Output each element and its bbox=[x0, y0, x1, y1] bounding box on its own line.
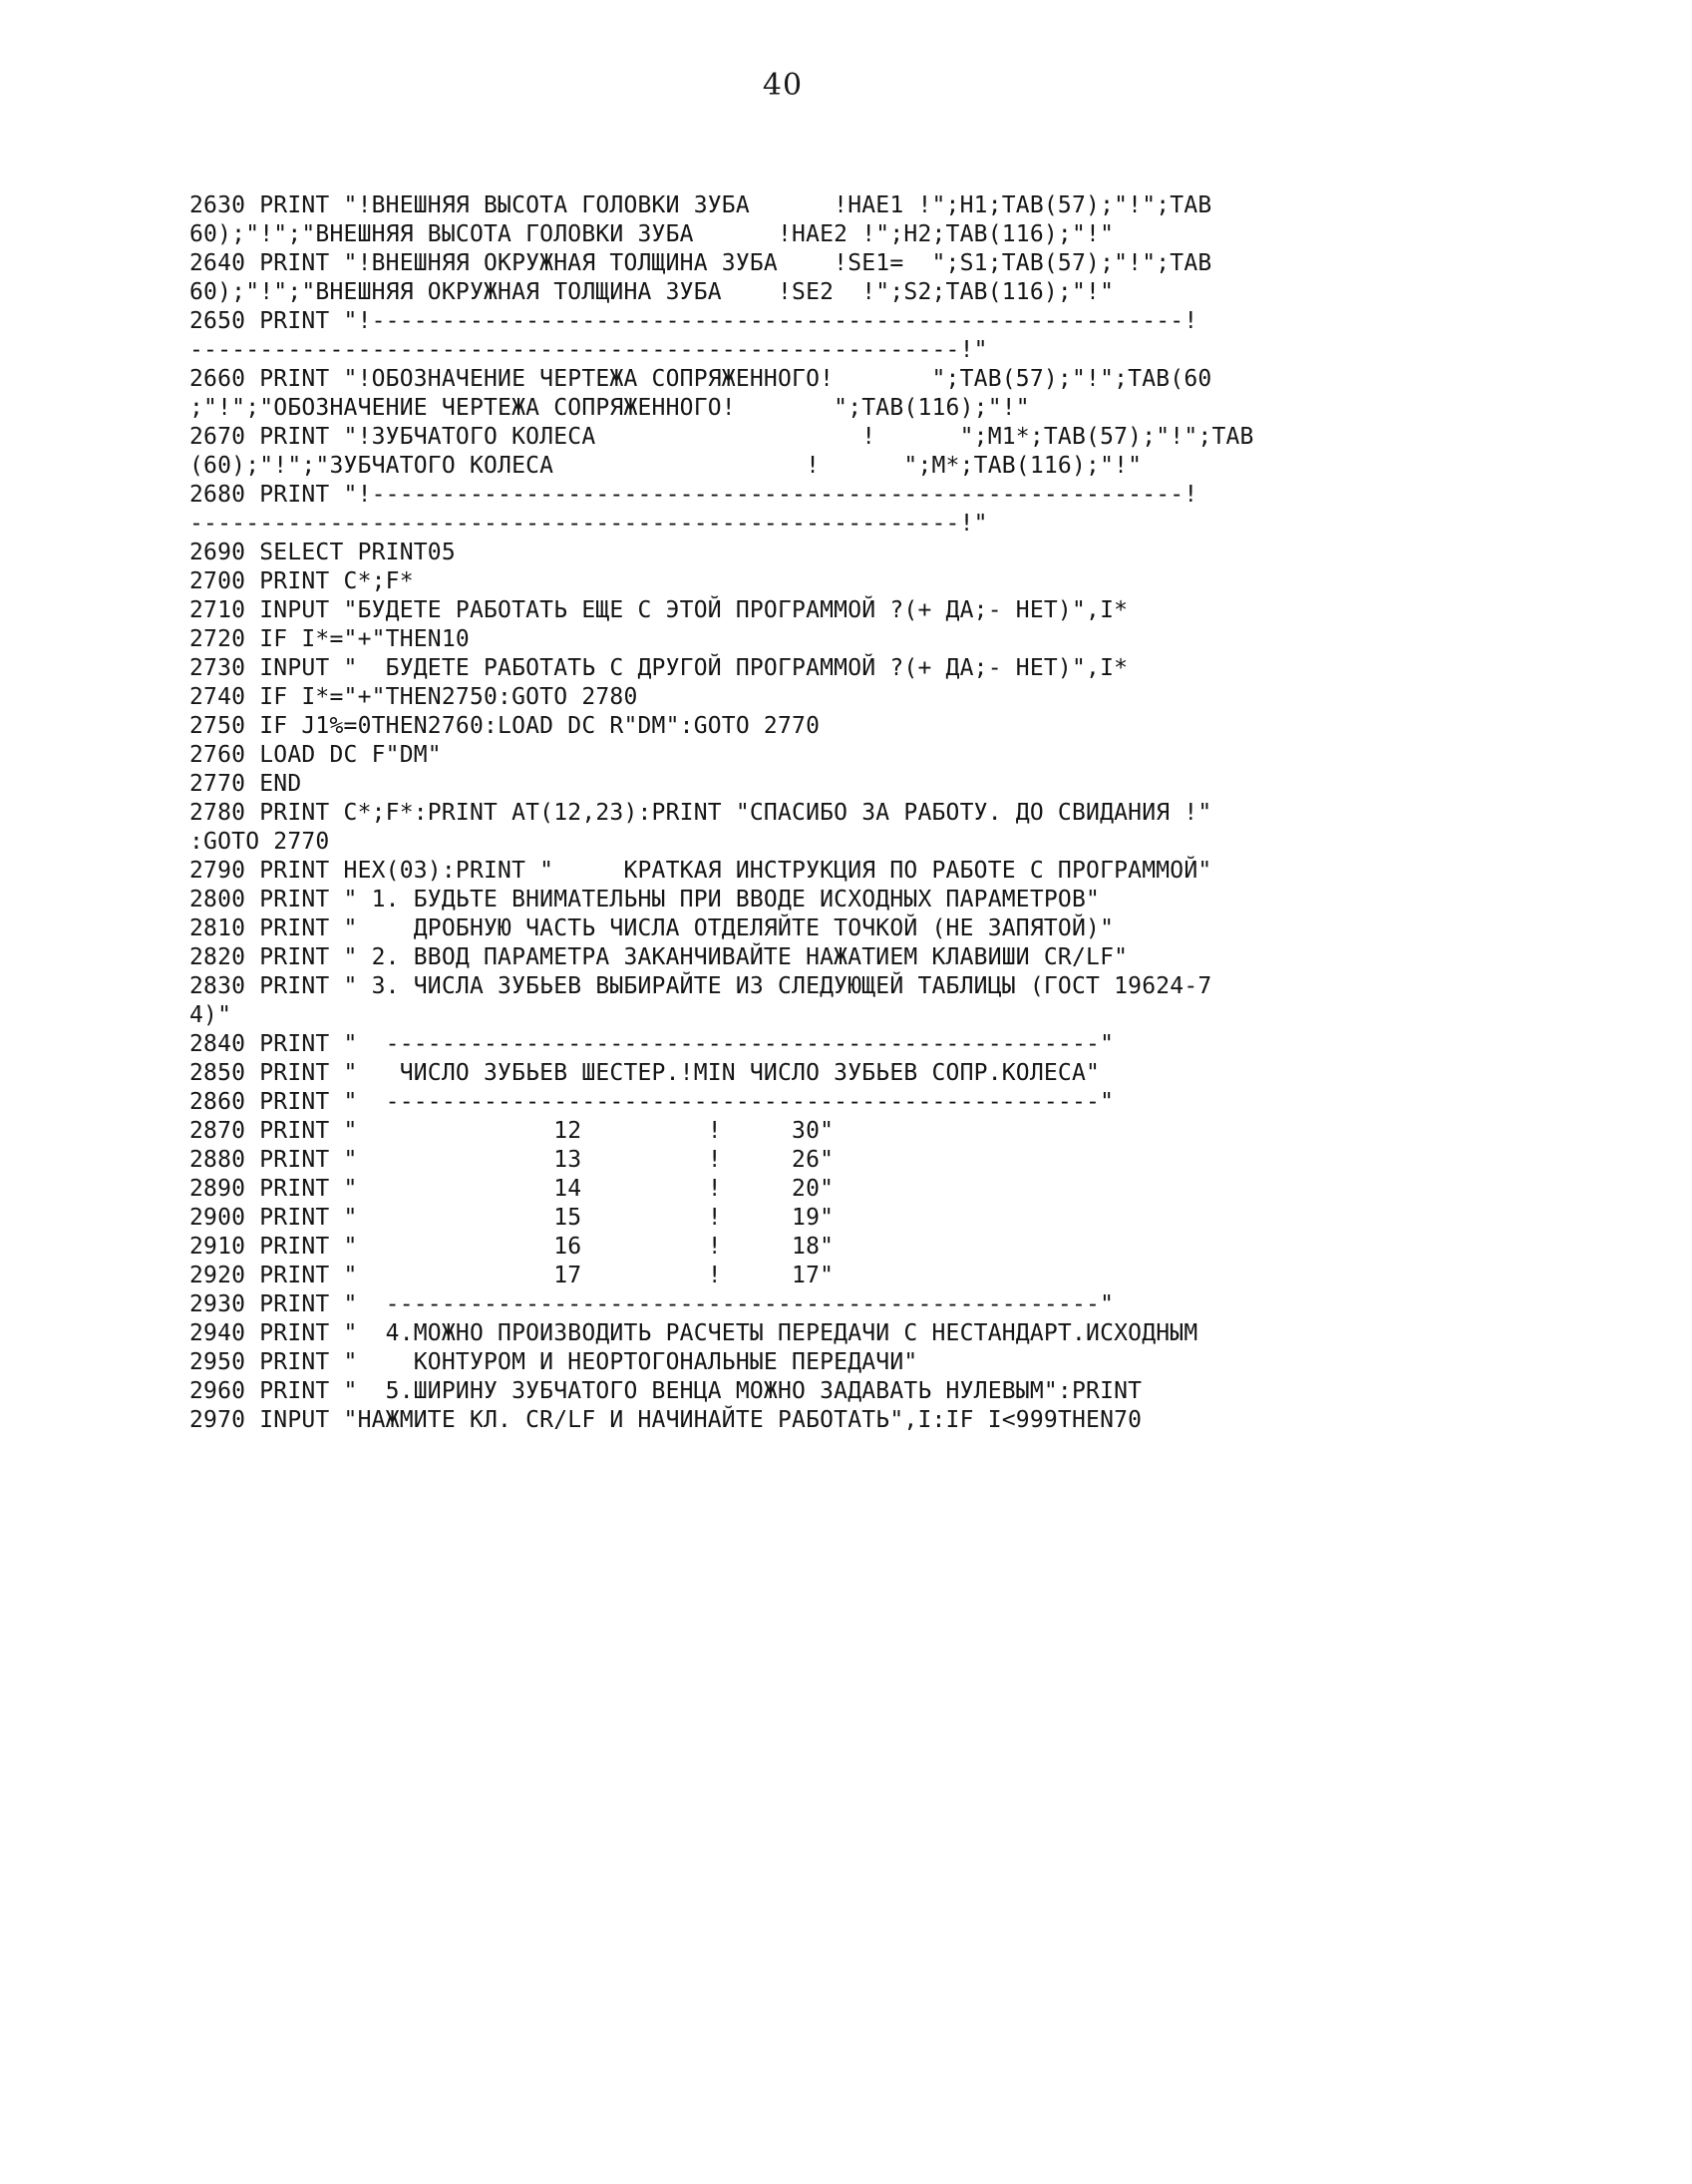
code-line: 2970 INPUT "НАЖМИТЕ КЛ. CR/LF И НАЧИНАЙТЕ РАБОТАТЬ",I:IF I<999THEN70 bbox=[189, 1407, 1143, 1433]
code-line: 2890 PRINT " 14 ! 20" bbox=[189, 1176, 835, 1202]
code-line: 2640 PRINT "!ВНЕШНЯЯ ОКРУЖНАЯ ТОЛЩИНА ЗУБА !SE1= ";S1;TAB(57);"!";TAB bbox=[189, 250, 1212, 276]
code-line: 2830 PRINT " 3. ЧИСЛА ЗУБЬЕВ ВЫБИРАЙТЕ ИЗ СЛЕДУЮЩЕЙ ТАБЛИЦЫ (ГОСТ 19624-7 bbox=[189, 973, 1212, 999]
code-line: 2900 PRINT " 15 ! 19" bbox=[189, 1205, 835, 1231]
code-line: 2960 PRINT " 5.ШИРИНУ ЗУБЧАТОГО ВЕНЦА МОЖНО ЗАДАВАТЬ НУЛЕВЫМ":PRINT bbox=[189, 1378, 1143, 1404]
code-line: 2670 PRINT "!ЗУБЧАТОГО КОЛЕСА ! ";M1*;TAB(57);"!";TAB bbox=[189, 424, 1254, 450]
code-line: 2910 PRINT " 16 ! 18" bbox=[189, 1234, 835, 1260]
code-line: 2850 PRINT " ЧИСЛО ЗУБЬЕВ ШЕСТЕР.!MIN ЧИСЛО ЗУБЬЕВ СОПР.КОЛЕСА" bbox=[189, 1060, 1101, 1086]
code-line: 2800 PRINT " 1. БУДЬТЕ ВНИМАТЕЛЬНЫ ПРИ ВВОДЕ ИСХОДНЫХ ПАРАМЕТРОВ" bbox=[189, 887, 1101, 912]
code-line: 2680 PRINT "!----------------------------------------------------------! bbox=[189, 482, 1198, 508]
code-line: ;"!";"ОБОЗНАЧЕНИЕ ЧЕРТЕЖА СОПРЯЖЕННОГО! ";TAB(116);"!" bbox=[189, 395, 1030, 421]
code-line: 60);"!";"ВНЕШНЯЯ ОКРУЖНАЯ ТОЛЩИНА ЗУБА !SE2 !";S2;TAB(116);"!" bbox=[189, 279, 1115, 305]
page-number: 40 bbox=[762, 68, 804, 103]
code-line: 2780 PRINT C*;F*:PRINT AT(12,23):PRINT "СПАСИБО ЗА РАБОТУ. ДО СВИДАНИЯ !" bbox=[189, 800, 1212, 826]
code-line: 2690 SELECT PRINT05 bbox=[189, 540, 456, 565]
code-line: 2760 LOAD DC F"DM" bbox=[189, 742, 442, 768]
code-line: 2920 PRINT " 17 ! 17" bbox=[189, 1263, 835, 1288]
code-line: 2650 PRINT "!----------------------------------------------------------! bbox=[189, 308, 1198, 334]
code-line: 2730 INPUT " БУДЕТЕ РАБОТАТЬ С ДРУГОЙ ПРОГРАММОЙ ?(+ ДА;- НЕТ)",I* bbox=[189, 655, 1129, 681]
code-line: 2630 PRINT "!ВНЕШНЯЯ ВЫСОТА ГОЛОВКИ ЗУБА !HAE1 !";H1;TAB(57);"!";TAB bbox=[189, 192, 1212, 218]
basic-program-listing bbox=[189, 191, 1486, 1435]
code-line: 2750 IF J1%=0THEN2760:LOAD DC R"DM":GOTO 2770 bbox=[189, 713, 821, 739]
code-line: 2770 END bbox=[189, 771, 302, 797]
code-line: 2660 PRINT "!ОБОЗНАЧЕНИЕ ЧЕРТЕЖА СОПРЯЖЕННОГО! ";TAB(57);"!";TAB(60 bbox=[189, 366, 1212, 392]
code-line: 2790 PRINT HEX(03):PRINT " КРАТКАЯ ИНСТРУКЦИЯ ПО РАБОТЕ С ПРОГРАММОЙ" bbox=[189, 858, 1212, 884]
code-line: 2810 PRINT " ДРОБНУЮ ЧАСТЬ ЧИСЛА ОТДЕЛЯЙТЕ ТОЧКОЙ (НЕ ЗАПЯТОЙ)" bbox=[189, 915, 1115, 941]
code-line: 4)" bbox=[189, 1002, 232, 1028]
code-line: :GOTO 2770 bbox=[189, 829, 330, 855]
code-line: 2840 PRINT " ---------------------------------------------------" bbox=[189, 1031, 1115, 1057]
code-line: -------------------------------------------------------!" bbox=[189, 511, 988, 537]
code-line: 2860 PRINT " ---------------------------------------------------" bbox=[189, 1089, 1115, 1115]
code-line: 2700 PRINT C*;F* bbox=[189, 568, 414, 594]
code-line: -------------------------------------------------------!" bbox=[189, 337, 988, 363]
code-line: 60);"!";"ВНЕШНЯЯ ВЫСОТА ГОЛОВКИ ЗУБА !HAE2 !";H2;TAB(116);"!" bbox=[189, 221, 1115, 247]
code-line: 2930 PRINT " ---------------------------------------------------" bbox=[189, 1291, 1115, 1317]
code-line: (60);"!";"ЗУБЧАТОГО КОЛЕСА ! ";M*;TAB(116);"!" bbox=[189, 453, 1143, 479]
code-line: 2820 PRINT " 2. ВВОД ПАРАМЕТРА ЗАКАНЧИВАЙТЕ НАЖАТИЕМ КЛАВИШИ CR/LF" bbox=[189, 944, 1129, 970]
code-line: 2720 IF I*="+"THEN10 bbox=[189, 626, 470, 652]
code-line: 2950 PRINT " КОНТУРОМ И НЕОРТОГОНАЛЬНЫЕ ПЕРЕДАЧИ" bbox=[189, 1349, 918, 1375]
code-line: 2740 IF I*="+"THEN2750:GOTO 2780 bbox=[189, 684, 638, 710]
code-line: 2870 PRINT " 12 ! 30" bbox=[189, 1118, 835, 1144]
code-line: 2940 PRINT " 4.МОЖНО ПРОИЗВОДИТЬ РАСЧЕТЫ ПЕРЕДАЧИ С НЕСТАНДАРТ.ИСХОДНЫМ bbox=[189, 1320, 1198, 1346]
code-line: 2880 PRINT " 13 ! 26" bbox=[189, 1147, 835, 1173]
code-line: 2710 INPUT "БУДЕТЕ РАБОТАТЬ ЕЩЕ С ЭТОЙ ПРОГРАММОЙ ?(+ ДА;- НЕТ)",I* bbox=[189, 597, 1129, 623]
